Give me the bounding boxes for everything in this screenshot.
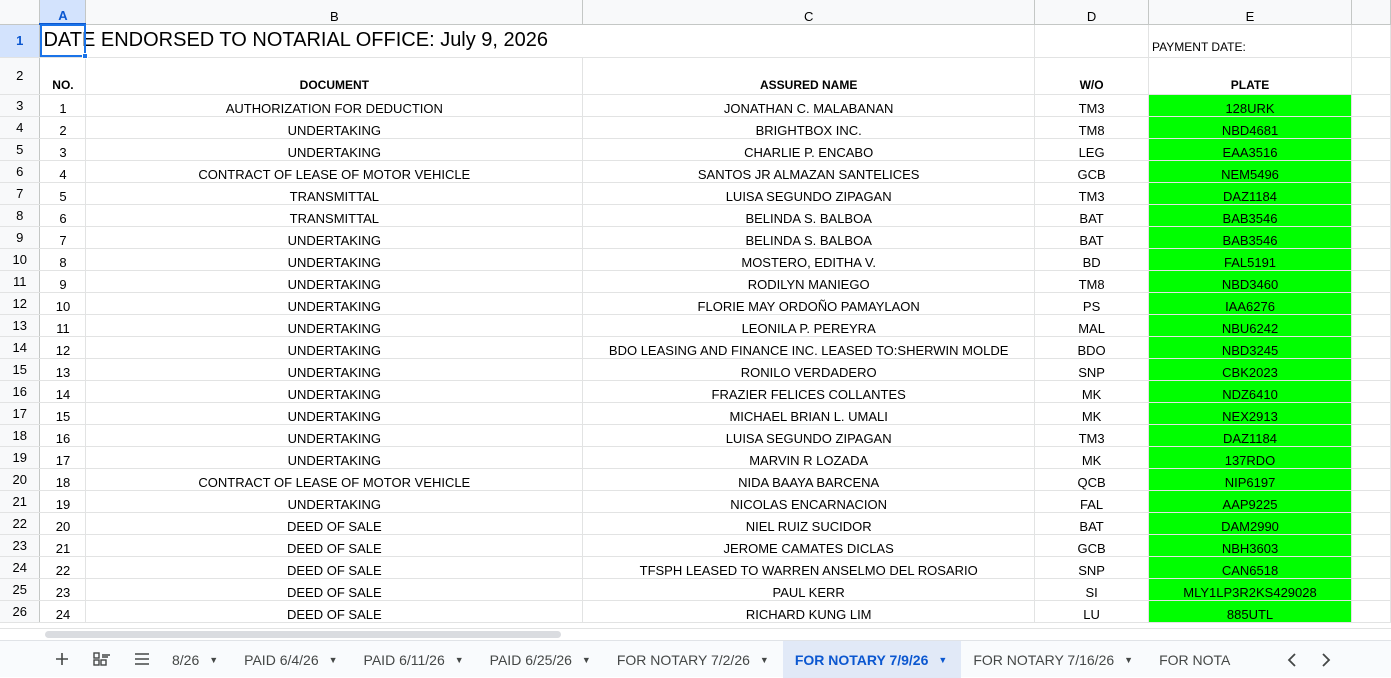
tab-menu-caret-icon[interactable]: ▼ [209,654,219,665]
cell-assured-name[interactable]: LUISA SEGUNDO ZIPAGAN [583,424,1035,446]
cell-assured-name[interactable]: TFSPH LEASED TO WARREN ANSELMO DEL ROSARIO [583,556,1035,578]
row-header[interactable]: 6 [0,160,40,182]
cell-document[interactable]: DEED OF SALE [86,578,583,600]
table-row [0,468,1391,490]
cell-document[interactable]: UNDERTAKING [86,358,583,380]
cell-no[interactable]: 4 [40,160,86,182]
row-header[interactable]: 17 [0,402,40,424]
cell-empty[interactable] [1351,600,1390,622]
cell-empty[interactable] [1351,380,1390,402]
cell-wo[interactable]: TM3 [1035,94,1149,116]
cell-plate[interactable]: EAA3516 [1149,138,1352,160]
table-row [0,490,1391,512]
table-row [0,336,1391,358]
sheet-tab-bar [0,640,1391,677]
row-header[interactable]: 25 [0,578,40,600]
cell-document[interactable]: UNDERTAKING [86,116,583,138]
sheet-tab[interactable] [352,641,478,678]
cell-document[interactable]: UNDERTAKING [86,380,583,402]
row-header[interactable]: 14 [0,336,40,358]
column-header-d[interactable]: D [1035,0,1149,24]
cell-wo[interactable]: TM3 [1035,182,1149,204]
table-row [0,226,1391,248]
sheet-tab-label: 8/26 [172,651,200,668]
cell-document[interactable]: UNDERTAKING [86,490,583,512]
cell-assured-name[interactable]: SANTOS JR ALMAZAN SANTELICES [583,160,1035,182]
cell-document[interactable]: CONTRACT OF LEASE OF MOTOR VEHICLE [86,468,583,490]
cell-assured-name[interactable]: BDO LEASING AND FINANCE INC. LEASED TO:SHERWIN MOLDE [583,336,1035,358]
sheet-tab[interactable] [478,641,605,678]
row-header[interactable]: 24 [0,556,40,578]
cell-wo[interactable]: SNP [1035,556,1149,578]
cell-empty[interactable] [1351,490,1390,512]
cell-no[interactable]: 7 [40,226,86,248]
tab-menu-caret-icon[interactable]: ▼ [1124,654,1134,665]
cell-document[interactable]: UNDERTAKING [86,446,583,468]
cell-document[interactable]: UNDERTAKING [86,138,583,160]
header-wo[interactable]: W/O [1035,57,1149,94]
sheet-tab-label: PAID 6/4/26 [244,651,319,668]
cell-no[interactable]: 2 [40,116,86,138]
sheet-tab[interactable] [605,641,783,678]
table-row [0,94,1391,116]
cell-document[interactable]: DEED OF SALE [86,600,583,622]
cell-plate[interactable]: 128URK [1149,94,1352,116]
cell-document[interactable]: UNDERTAKING [86,292,583,314]
row-header[interactable]: 20 [0,468,40,490]
cell-wo[interactable]: TM3 [1035,424,1149,446]
cell-document[interactable]: UNDERTAKING [86,336,583,358]
cell-empty[interactable] [1351,578,1390,600]
cell-document[interactable]: DEED OF SALE [86,512,583,534]
cell-plate[interactable]: BAB3546 [1149,226,1352,248]
cell-document[interactable]: UNDERTAKING [86,248,583,270]
cell-no[interactable]: 10 [40,292,86,314]
cell-assured-name[interactable]: CHARLIE P. ENCABO [583,138,1035,160]
cell-empty[interactable] [1351,182,1390,204]
cell-plate[interactable]: NIP6197 [1149,468,1352,490]
table-row [0,248,1391,270]
cell-document[interactable]: TRANSMITTAL [86,182,583,204]
cell-no[interactable]: 5 [40,182,86,204]
cell-plate[interactable]: NBD4681 [1149,116,1352,138]
cell-wo[interactable]: BAT [1035,204,1149,226]
add-sheet-icon[interactable] [42,641,82,678]
cell-wo[interactable]: GCB [1035,160,1149,182]
all-sheets-menu-icon[interactable] [122,641,162,678]
tab-menu-caret-icon[interactable]: ▼ [581,654,591,665]
header-row [0,57,1391,94]
cell-no[interactable]: 23 [40,578,86,600]
table-row [0,380,1391,402]
row-header[interactable]: 3 [0,94,40,116]
sheet-list-icon[interactable] [82,641,122,678]
cell-wo[interactable]: FAL [1035,490,1149,512]
column-header-row [0,0,1391,24]
cell-no[interactable]: 14 [40,380,86,402]
cell-wo[interactable]: MK [1035,402,1149,424]
cell-empty[interactable] [1351,226,1390,248]
sheet-tab-label: FOR NOTARY 7/9/26 [794,651,929,668]
cell-empty[interactable] [1351,314,1390,336]
cell-no[interactable]: 12 [40,336,86,358]
cell-assured-name[interactable]: RODILYN MANIEGO [583,270,1035,292]
cell-no[interactable]: 18 [40,468,86,490]
table-row [0,556,1391,578]
header-no[interactable]: NO. [40,57,86,94]
row-header[interactable]: 10 [0,248,40,270]
cell-wo[interactable]: BAT [1035,226,1149,248]
sheet-tab[interactable] [160,641,232,678]
row-header[interactable]: 19 [0,446,40,468]
cell-empty[interactable] [1351,292,1390,314]
row-header-1[interactable]: 1 [0,24,40,57]
column-header-f[interactable] [1351,0,1390,24]
table-row [0,116,1391,138]
cell-no[interactable]: 8 [40,248,86,270]
horizontal-scrollbar-thumb[interactable] [45,631,561,638]
cell-assured-name[interactable]: RONILO VERDADERO [583,358,1035,380]
row-header[interactable]: 23 [0,534,40,556]
cell-plate[interactable]: MLY1LP3R2KS429028 [1149,578,1352,600]
sheet-tab[interactable] [783,641,961,678]
table-row [0,204,1391,226]
sheet-tab-label: FOR NOTARY 7/16/26 [973,651,1115,668]
cell-assured-name[interactable]: MOSTERO, EDITHA V. [583,248,1035,270]
cell-document[interactable]: UNDERTAKING [86,402,583,424]
cell-plate[interactable]: CAN6518 [1149,556,1352,578]
tab-scroll-controls [1287,641,1331,678]
cell-wo[interactable]: SI [1035,578,1149,600]
cell-no[interactable]: 21 [40,534,86,556]
cell-wo[interactable]: LEG [1035,138,1149,160]
row-header[interactable]: 8 [0,204,40,226]
table-row [0,314,1391,336]
cell-wo[interactable]: BD [1035,248,1149,270]
row-header[interactable]: 22 [0,512,40,534]
cell-no[interactable]: 9 [40,270,86,292]
cell-no[interactable]: 3 [40,138,86,160]
table-row [0,182,1391,204]
header-assured-name[interactable]: ASSURED NAME [583,57,1035,94]
cell-empty[interactable] [1351,534,1390,556]
cell-plate[interactable]: DAM2990 [1149,512,1352,534]
row-header[interactable]: 7 [0,182,40,204]
cell-assured-name[interactable]: PAUL KERR [583,578,1035,600]
row-header[interactable]: 13 [0,314,40,336]
cell-document[interactable]: UNDERTAKING [86,270,583,292]
table-row [0,534,1391,556]
table-row [0,600,1391,622]
row-header[interactable]: 26 [0,600,40,622]
cell-d1[interactable] [1035,24,1149,57]
scroll-corner [0,628,43,640]
sheet-tab[interactable] [1147,641,1244,678]
cell-document[interactable]: AUTHORIZATION FOR DEDUCTION [86,94,583,116]
cell-plate[interactable]: 885UTL [1149,600,1352,622]
scroll-tabs-right-icon[interactable] [1321,653,1331,667]
cell-no[interactable]: 24 [40,600,86,622]
header-plate[interactable]: PLATE [1149,57,1352,94]
sheet-tab[interactable] [232,641,351,678]
column-header-a[interactable]: A [40,0,86,24]
cell-assured-name[interactable]: NICOLAS ENCARNACION [583,490,1035,512]
tab-menu-caret-icon[interactable]: ▼ [938,654,948,665]
table-row [0,358,1391,380]
cell-no[interactable]: 11 [40,314,86,336]
cell-empty[interactable] [1351,248,1390,270]
table-row [0,160,1391,182]
column-header-b[interactable]: B [86,0,583,24]
cell-document[interactable]: UNDERTAKING [86,424,583,446]
cell-assured-name[interactable]: JEROME CAMATES DICLAS [583,534,1035,556]
row-header[interactable]: 4 [0,116,40,138]
sheet-tabs [160,641,1250,678]
cell-wo[interactable]: MAL [1035,314,1149,336]
table-row [0,512,1391,534]
cell-f2[interactable] [1351,57,1390,94]
sheet-tab-label: FOR NOTA [1159,651,1231,668]
cell-plate[interactable]: NDZ6410 [1149,380,1352,402]
horizontal-scrollbar[interactable] [43,628,1391,640]
cell-assured-name[interactable]: NIEL RUIZ SUCIDOR [583,512,1035,534]
cell-no[interactable]: 17 [40,446,86,468]
row-header[interactable]: 11 [0,270,40,292]
cell-a1[interactable] [40,24,549,57]
cell-wo[interactable]: BDO [1035,336,1149,358]
row-header[interactable]: 16 [0,380,40,402]
cell-document[interactable]: DEED OF SALE [86,534,583,556]
cell-assured-name[interactable]: JONATHAN C. MALABANAN [583,94,1035,116]
cell-plate[interactable]: NEM5496 [1149,160,1352,182]
cell-assured-name[interactable]: NIDA BAAYA BARCENA [583,468,1035,490]
sheet-tab-label: FOR NOTARY 7/2/26 [616,651,750,668]
sheet-tab[interactable] [961,641,1147,678]
cell-wo[interactable]: MK [1035,380,1149,402]
table-row [0,446,1391,468]
cell-empty[interactable] [1351,512,1390,534]
tab-menu-caret-icon[interactable]: ▼ [454,654,464,665]
cell-document[interactable]: UNDERTAKING [86,226,583,248]
select-all-corner[interactable] [0,0,40,24]
cell-empty[interactable] [1351,204,1390,226]
cell-no[interactable]: 16 [40,424,86,446]
tab-menu-caret-icon[interactable]: ▼ [328,654,338,665]
cell-assured-name[interactable]: MARVIN R LOZADA [583,446,1035,468]
cell-document[interactable]: DEED OF SALE [86,556,583,578]
cell-wo[interactable]: PS [1035,292,1149,314]
cell-no[interactable]: 20 [40,512,86,534]
table-row [0,424,1391,446]
cell-wo[interactable]: LU [1035,600,1149,622]
cell-plate[interactable]: 137RDO [1149,446,1352,468]
cell-assured-name[interactable]: FLORIE MAY ORDOÑO PAMAYLAON [583,292,1035,314]
header-document[interactable]: DOCUMENT [86,57,583,94]
row-header[interactable]: 21 [0,490,40,512]
cell-no[interactable]: 19 [40,490,86,512]
cell-plate[interactable]: DAZ1184 [1149,424,1352,446]
cell-plate[interactable]: DAZ1184 [1149,182,1352,204]
cell-no[interactable]: 6 [40,204,86,226]
cell-empty[interactable] [1351,358,1390,380]
cell-plate[interactable]: NEX2913 [1149,402,1352,424]
cell-c1[interactable] [583,24,1035,57]
payment-date-label[interactable]: PAYMENT DATE: [1149,24,1352,57]
cell-assured-name[interactable]: MICHAEL BRIAN L. UMALI [583,402,1035,424]
cell-empty[interactable] [1351,94,1390,116]
table-row [0,402,1391,424]
cell-wo[interactable]: QCB [1035,468,1149,490]
cell-assured-name[interactable]: LEONILA P. PEREYRA [583,314,1035,336]
sheet-title: DATE ENDORSED TO NOTARIAL OFFICE: July 9, 2026 [43,29,549,51]
cell-empty[interactable] [1351,424,1390,446]
scroll-tabs-left-icon[interactable] [1287,653,1297,667]
cell-plate[interactable]: BAB3546 [1149,204,1352,226]
tab-menu-caret-icon[interactable]: ▼ [759,654,769,665]
cell-empty[interactable] [1351,336,1390,358]
cell-empty[interactable] [1351,138,1390,160]
cell-document[interactable]: TRANSMITTAL [86,204,583,226]
cell-empty[interactable] [1351,402,1390,424]
cell-wo[interactable]: MK [1035,446,1149,468]
cell-wo[interactable]: SNP [1035,358,1149,380]
table-row [0,292,1391,314]
cell-f1[interactable] [1351,24,1390,57]
column-header-e[interactable]: E [1149,0,1352,24]
column-header-c[interactable]: C [583,0,1035,24]
cell-empty[interactable] [1351,556,1390,578]
cell-plate[interactable]: IAA6276 [1149,292,1352,314]
cell-assured-name[interactable]: BELINDA S. BALBOA [583,204,1035,226]
row-header[interactable]: 15 [0,358,40,380]
cell-wo[interactable]: BAT [1035,512,1149,534]
cell-empty[interactable] [1351,270,1390,292]
cell-plate[interactable]: FAL5191 [1149,248,1352,270]
cell-plate[interactable]: CBK2023 [1149,358,1352,380]
cell-assured-name[interactable]: RICHARD KUNG LIM [583,600,1035,622]
sheet-tab-label: PAID 6/11/26 [363,651,445,668]
cell-plate[interactable]: NBU6242 [1149,314,1352,336]
cell-empty[interactable] [1351,468,1390,490]
cell-assured-name[interactable]: LUISA SEGUNDO ZIPAGAN [583,182,1035,204]
cell-plate[interactable]: AAP9225 [1149,490,1352,512]
cell-wo[interactable]: TM8 [1035,116,1149,138]
table-row [0,138,1391,160]
cell-no[interactable]: 13 [40,358,86,380]
cell-no[interactable]: 1 [40,94,86,116]
cell-plate[interactable]: NBD3245 [1149,336,1352,358]
cell-document[interactable]: CONTRACT OF LEASE OF MOTOR VEHICLE [86,160,583,182]
cell-document[interactable]: UNDERTAKING [86,314,583,336]
cell-assured-name[interactable]: BELINDA S. BALBOA [583,226,1035,248]
cell-assured-name[interactable]: FRAZIER FELICES COLLANTES [583,380,1035,402]
title-row [0,24,1391,57]
cell-empty[interactable] [1351,446,1390,468]
cell-wo[interactable]: GCB [1035,534,1149,556]
sheet-tab-label: PAID 6/25/26 [489,651,572,668]
cell-empty[interactable] [1351,116,1390,138]
row-header-2[interactable]: 2 [0,57,40,94]
cell-plate[interactable]: NBD3460 [1149,270,1352,292]
row-header[interactable]: 12 [0,292,40,314]
row-header[interactable]: 5 [0,138,40,160]
cell-empty[interactable] [1351,160,1390,182]
cell-assured-name[interactable]: BRIGHTBOX INC. [583,116,1035,138]
cell-plate[interactable]: NBH3603 [1149,534,1352,556]
table-row [0,270,1391,292]
cell-no[interactable]: 22 [40,556,86,578]
row-header[interactable]: 9 [0,226,40,248]
table-row [0,578,1391,600]
cell-no[interactable]: 15 [40,402,86,424]
row-header[interactable]: 18 [0,424,40,446]
cell-wo[interactable]: TM8 [1035,270,1149,292]
